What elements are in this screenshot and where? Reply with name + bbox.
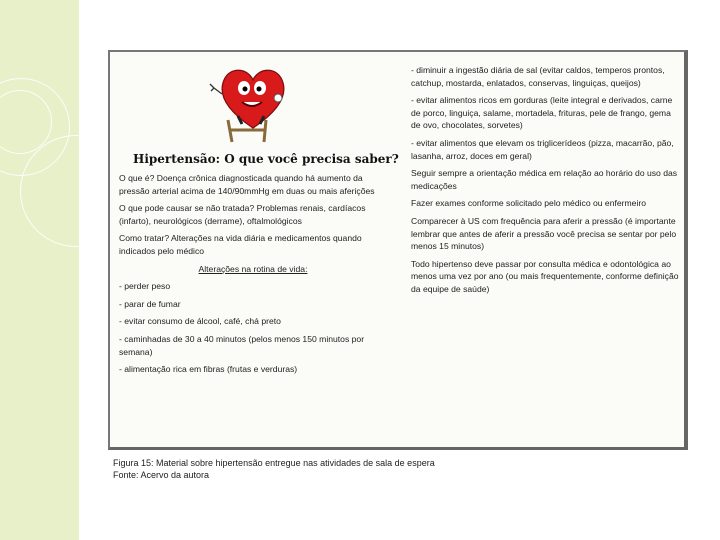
list-item: - evitar alimentos que elevam os triglicerídeos (pizza, macarrão, pão, lasanha, arroz, doces em geral)	[411, 137, 674, 161]
list-item: - perder peso	[119, 281, 171, 292]
caption-line: Figura 15: Material sobre hipertensão entregue nas atividades de sala de espera	[113, 458, 435, 468]
list-item: Fazer exames conforme solicitado pelo médico ou enfermeiro	[411, 198, 647, 209]
list-item: Comparecer à US com frequência para aferir a pressão (é importante lembrar que antes de aferir a pressão você precisa se sentar por pelo menos 15 minutos)	[411, 215, 677, 252]
figure-caption	[113, 457, 443, 481]
list-item: - parar de fumar	[119, 298, 181, 309]
treatment-paragraph: Como tratar? Alterações na vida diária e medicamentos quando indicados pelo médico	[119, 233, 362, 256]
list-item: - diminuir a ingestão diária de sal (evitar caldos, temperos prontos, catchup, mostarda, enlatados, conservas, linguiças, queijos)	[411, 65, 665, 88]
heart-mascot-icon	[208, 58, 298, 148]
list-item: - alimentação rica em fibras (frutas e verduras)	[119, 364, 298, 375]
caption-source: Fonte: Acervo da autora	[113, 470, 210, 480]
left-column	[119, 172, 387, 381]
routine-subheading: Alterações na rotina de vida:	[198, 263, 308, 274]
right-column	[411, 64, 679, 301]
definition-paragraph: O que é? Doença crônica diagnosticada quando há aumento da pressão arterial acima de 140/90mmHg em duas ou mais aferições	[119, 173, 375, 196]
list-item: - evitar consumo de álcool, café, chá preto	[119, 316, 281, 327]
list-item: Todo hipertenso deve passar por consulta médica e odontológica ao menos uma vez por ano (ou mais frequentemente, conforme definição da equipe de saúde)	[411, 258, 679, 294]
list-item: - caminhadas de 30 a 40 minutos (pelos menos 150 minutos por semana)	[119, 333, 365, 357]
list-item: Seguir sempre a orientação médica em relação ao horário do uso das medicações	[411, 168, 678, 191]
pamphlet-title: Hipertensão: O que você precisa saber?	[133, 152, 399, 166]
slide-sidebar	[0, 0, 79, 540]
list-item: - evitar alimentos ricos em gorduras (leite integral e derivados, carne de porco, linguiça, salame, mortadela, frituras, pele de frango, gema de ovo, chocolates, sorvetes)	[411, 95, 673, 131]
complications-paragraph: O que pode causar se não tratada? Problemas renais, cardíacos (infarto), neurológicos (derrame), oftalmológicos	[119, 203, 366, 226]
